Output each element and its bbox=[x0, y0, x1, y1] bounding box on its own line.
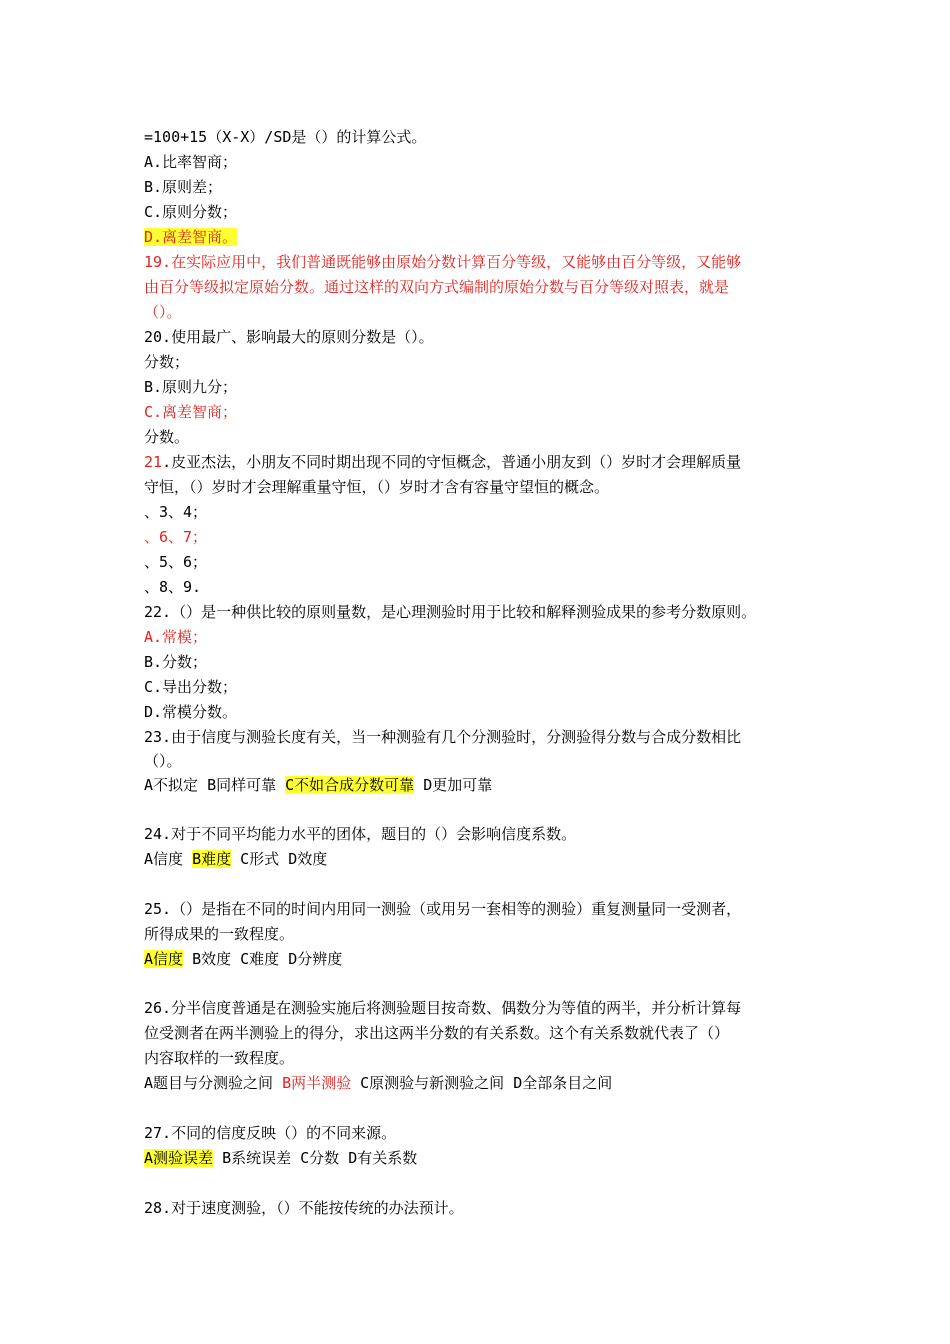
q27-option-a-wrap bbox=[144, 1149, 213, 1167]
q25-option-b: B效度 bbox=[192, 950, 232, 968]
q22-option-c: C.导出分数； bbox=[144, 678, 238, 696]
q21-line-2: 守恒，（）岁时才会理解重量守恒，（）岁时才含有容量守望恒的概念。 bbox=[144, 478, 610, 496]
q26-option-a: A题目与分测验之间 bbox=[144, 1074, 274, 1092]
q18-option-c: C.原则分数； bbox=[144, 203, 238, 221]
q26-option-d: D全部条目之间 bbox=[513, 1074, 613, 1092]
q26-line-1: 26.分半信度普通是在测验实施后将测验题目按奇数、偶数分为等值的两半，并分析计算每 bbox=[144, 999, 742, 1017]
q27-answer-highlight: A测验误差 bbox=[144, 1149, 214, 1167]
q20-stem: 20.使用最广、影响最大的原则分数是（）。 bbox=[144, 328, 434, 346]
q26-line-2: 位受测者在两半测验上的得分，求出这两半分数的有关系数。这个有关系数就代表了（） bbox=[144, 1024, 730, 1042]
q22-stem: 22.（）是一种供比较的原则量数，是心理测验时用于比较和解释测验成果的参考分数原则。 bbox=[144, 603, 757, 621]
q18-option-a: A.比率智商； bbox=[144, 153, 238, 171]
q23-option-d: D更加可靠 bbox=[423, 776, 493, 794]
q24-option-c: C形式 bbox=[240, 850, 280, 868]
q19-line-2: 由百分等级拟定原始分数。通过这样的双向方式编制的原始分数与百分等级对照表，就是 bbox=[144, 278, 730, 296]
q20-option-b: B.原则九分； bbox=[144, 378, 238, 396]
q20-option-a: 分数； bbox=[144, 353, 190, 371]
q23-line-1: 23.由于信度与测验长度有关，当一种测验有几个分测验时，分测验得分数与合成分数相比 bbox=[144, 728, 742, 746]
q25-answer-highlight: A信度 bbox=[144, 950, 184, 968]
q23-option-c-wrap bbox=[276, 776, 414, 794]
q25-options bbox=[144, 947, 342, 971]
q23-answer-highlight: C不如合成分数可靠 bbox=[285, 776, 415, 794]
q26-option-c: C原测验与新测验之间 bbox=[360, 1074, 505, 1092]
q19-line-3: （）。 bbox=[144, 303, 182, 321]
q27-option-c: C分数 bbox=[300, 1149, 340, 1167]
q18-option-d bbox=[144, 225, 237, 249]
q21-option-b-answer: 、6、7； bbox=[144, 528, 208, 546]
q22-option-b: B.分数； bbox=[144, 653, 208, 671]
q21-line-1 bbox=[144, 450, 741, 474]
q19-line-1: 19.在实际应用中，我们普通既能够由原始分数计算百分等级，又能够由百分等级，又能够 bbox=[144, 253, 742, 271]
q21-number: 21 bbox=[144, 453, 163, 471]
q23-line-2: （）。 bbox=[144, 752, 182, 770]
q21-line-1-text: .皮亚杰法，小朋友不同时期出现不同的守恒概念，普通小朋友到（）岁时才会理解质量 bbox=[162, 453, 742, 471]
q26-option-b-answer: B两半测验 bbox=[282, 1074, 352, 1092]
q21-option-a: 、3、4； bbox=[144, 503, 208, 521]
q18-stem: =100+15（X-X）/SD是（）的计算公式。 bbox=[144, 128, 427, 146]
q25-option-c: C难度 bbox=[240, 950, 280, 968]
q25-line-2: 所得成果的一致程度。 bbox=[144, 925, 295, 943]
q24-option-b-wrap bbox=[183, 850, 231, 868]
q23-option-a: A不拟定 bbox=[144, 776, 199, 794]
q18-option-b: B.原则差； bbox=[144, 178, 223, 196]
q24-option-a: A信度 bbox=[144, 850, 184, 868]
q18-answer-highlight: D.离差智商。 bbox=[144, 228, 238, 246]
q25-option-a-wrap bbox=[144, 950, 183, 968]
q23-option-b: B同样可靠 bbox=[207, 776, 277, 794]
q28-stem: 28.对于速度测验，（）不能按传统的办法预计。 bbox=[144, 1199, 464, 1217]
q26-line-3: 内容取样的一致程度。 bbox=[144, 1049, 295, 1067]
q24-option-d: D效度 bbox=[288, 850, 328, 868]
q26-options bbox=[144, 1071, 612, 1095]
q22-option-d: D.常模分数。 bbox=[144, 703, 238, 721]
q20-option-c-answer: C.离差智商； bbox=[144, 403, 238, 421]
q25-option-d: D分辨度 bbox=[288, 950, 343, 968]
q21-option-c: 、5、6； bbox=[144, 553, 208, 571]
q22-option-a-answer: A.常模； bbox=[144, 628, 208, 646]
q23-options bbox=[144, 773, 492, 797]
q25-line-1: 25.（）是指在不同的时间内用同一测验（或用另一套相等的测验）重复测量同一受测者， bbox=[144, 900, 742, 918]
q27-stem: 27.不同的信度反映（）的不同来源。 bbox=[144, 1124, 397, 1142]
q21-option-d: 、8、9. bbox=[144, 578, 202, 596]
q20-option-d: 分数。 bbox=[144, 428, 190, 446]
q27-option-d: D有关系数 bbox=[348, 1149, 418, 1167]
q27-option-b: B系统误差 bbox=[222, 1149, 292, 1167]
q24-answer-highlight: B难度 bbox=[192, 850, 232, 868]
q24-stem: 24.对于不同平均能力水平的团体，题目的（）会影响信度系数。 bbox=[144, 825, 577, 843]
q27-options bbox=[144, 1146, 417, 1170]
q24-options bbox=[144, 847, 327, 871]
